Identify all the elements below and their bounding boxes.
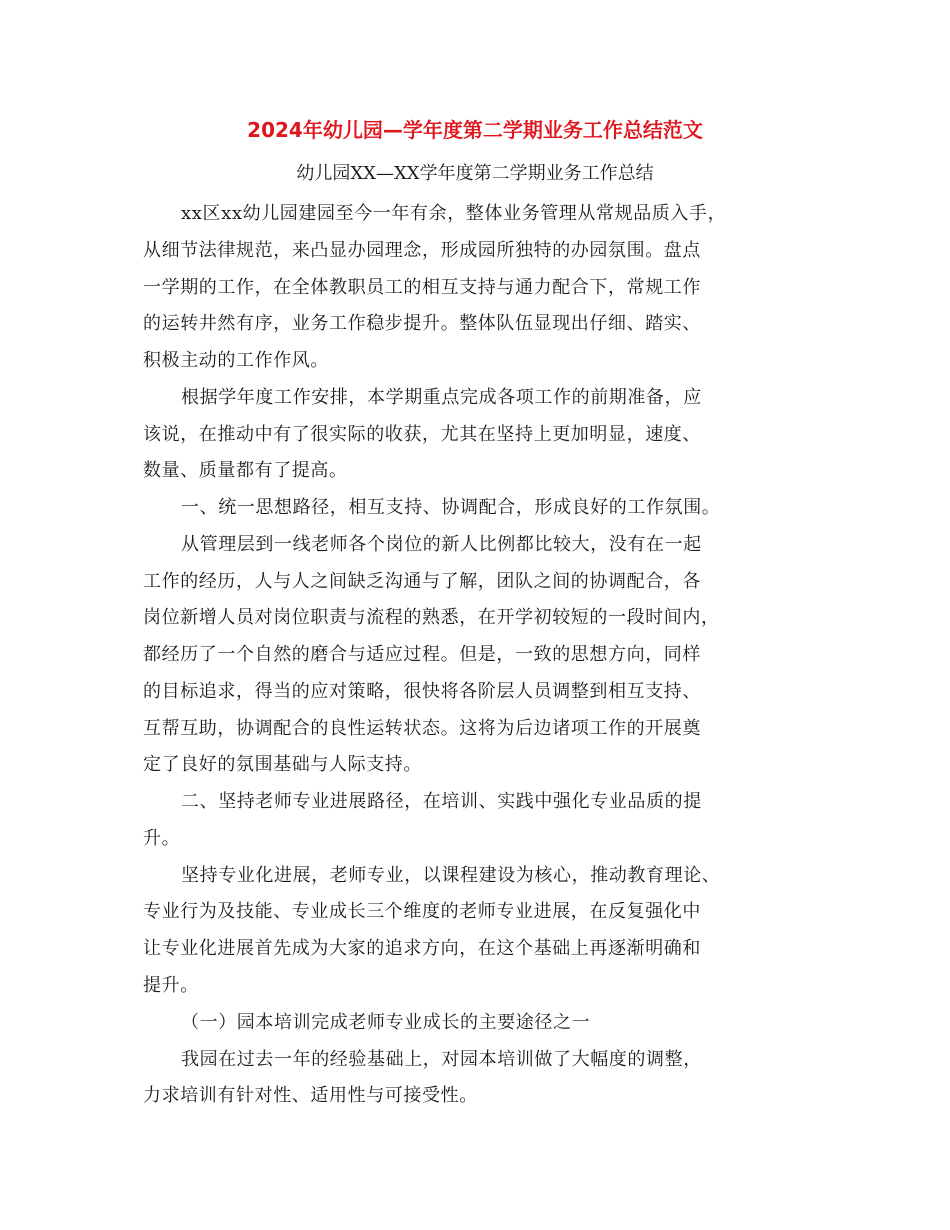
paragraph-line: 让专业化进展首先成为大家的追求方向，在这个基础上再逐渐明确和 [143, 938, 701, 959]
paragraph-line: 都经历了一个自然的磨合与适应过程。但是，一致的思想方向，同样 [143, 644, 701, 665]
paragraph-line: 坚持专业化进展，老师专业，以课程建设为核心，推动教育理论、 [181, 865, 721, 886]
paragraph-line: 一学期的工作，在全体教职员工的相互支持与通力配合下，常规工作 [143, 277, 701, 298]
paragraph-line: 工作的经历，人与人之间缺乏沟通与了解，团队之间的协调配合，各 [143, 571, 701, 592]
document-subtitle: 幼儿园XX—XX学年度第二学期业务工作总结 [296, 163, 654, 184]
section-heading: 一、统一思想路径，相互支持、协调配合，形成良好的工作氛围。 [181, 497, 721, 518]
paragraph-line: 的目标追求，得当的应对策略，很快将各阶层人员调整到相互支持、 [143, 681, 701, 702]
paragraph-line: 从管理层到一线老师各个岗位的新人比例都比较大，没有在一起 [181, 534, 702, 555]
paragraph-line: 该说，在推动中有了很实际的收获，尤其在坚持上更加明显，速度、 [143, 424, 701, 445]
paragraph-line: 提升。 [143, 975, 199, 996]
subsection-heading: （一）园本培训完成老师专业成长的主要途径之一 [181, 1012, 591, 1033]
paragraph-line: 力求培训有针对性、适用性与可接受性。 [143, 1085, 478, 1106]
document-title: 2024年幼儿园—学年度第二学期业务工作总结范文 [247, 118, 703, 142]
paragraph-line: xx区xx幼儿园建园至今一年有余，整体业务管理从常规品质入手， [181, 203, 727, 224]
paragraph-line: 岗位新增人员对岗位职责与流程的熟悉，在开学初较短的一段时间内， [143, 607, 720, 628]
paragraph-line: 根据学年度工作安排，本学期重点完成各项工作的前期准备，应 [181, 387, 702, 408]
paragraph-line: 从细节法律规范，来凸显办园理念，形成园所独特的办园氛围。盘点 [143, 240, 701, 261]
section-heading: 二、坚持老师专业进展路径，在培训、实践中强化专业品质的提 [181, 791, 702, 812]
paragraph-line: 专业行为及技能、专业成长三个维度的老师专业进展，在反复强化中 [143, 901, 701, 922]
paragraph-line: 的运转井然有序，业务工作稳步提升。整体队伍显现出仔细、踏实、 [143, 313, 701, 334]
paragraph-line: 互帮互助，协调配合的良性运转状态。这将为后边诸项工作的开展奠 [143, 718, 701, 739]
paragraph-line: 积极主动的工作作风。 [143, 350, 329, 371]
paragraph-line: 数量、质量都有了提高。 [143, 460, 348, 481]
section-heading-continued: 升。 [143, 828, 181, 849]
paragraph-line: 定了良好的氛围基础与人际支持。 [143, 754, 422, 775]
paragraph-line: 我园在过去一年的经验基础上，对园本培训做了大幅度的调整， [181, 1049, 702, 1070]
